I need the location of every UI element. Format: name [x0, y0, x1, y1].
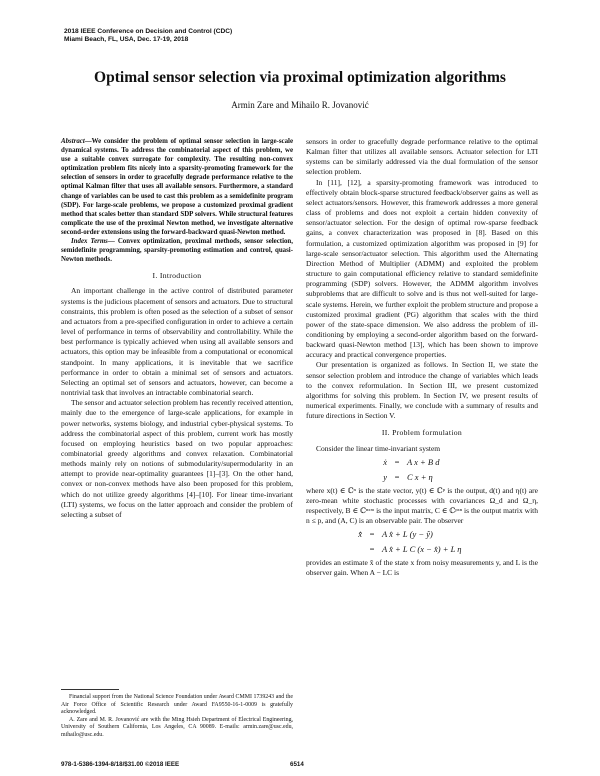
footnote-rule: [61, 689, 119, 690]
paragraph: where x(t) ∈ ℂⁿ is the state vector, y(t) ∈ ℂᵖ is the output, d(t) and η(t) are zero-mean white stochastic processes with covariances Ω_d and Ω_η, respectively, B ∈ ℂⁿˣᵐ is the input matrix, C ∈ ℂᵖˣⁿ is the output matrix with n ≤ p, and (A, C) is an observable pair. The observer: [306, 485, 538, 526]
footnote-affiliation: A. Zare and M. R. Jovanović are with the Ming Hsieh Department of Electrical Engineering, University of Southern California, Los Angeles, CA 90089. E-mails: armin.zare@usc.edu, mihailo@usc.edu.: [61, 716, 293, 738]
equation-row: y = C x + η: [383, 471, 433, 482]
equation-row: = A x̂ + L C (x − x̂) + L η: [369, 544, 462, 555]
paragraph: Our presentation is organized as follows. In Section II, we state the sensor selection problem and introduce the change of variables which leads to the convex reformulation. In Section III, we present customized algorithms for solving this problem. In Section IV, we present results of numerical experiments. Finally, we conclude with a summary of results and future directions in Section V.: [306, 360, 538, 421]
index-terms-label: Index Terms: [71, 238, 108, 246]
paragraph: An important challenge in the active control of distributed parameter systems is the judicious placement of sensors and actuators. Due to structural constraints, this problem is often posed as the selection of a subset of sensor and actuators from a pre-specified configuration in order to achieve a certain level of performance in terms of observability and controllability. While the best performance is typically achieved when using all available sensors and actuators, this option may be infeasible from a computational or economical standpoint. In many applications, it is inevitable that we sacrifice performance in order to obtain a minimal set of sensors and actuators. Selecting an optimal set of sensors and actuators, however, can become a nontrivial task that involves an intractable combinatorial search.: [61, 286, 293, 398]
conference-name: 2018 IEEE Conference on Decision and Control (CDC): [64, 28, 233, 35]
paragraph: In [11], [12], a sparsity-promoting framework was introduced to effectively obtain block-sparse structured feedback/observer gains as well as select actuators/sensors. However, this framework addresses a more general class of problems and does not exploit a certain hidden convexity of sensor/actuator selection. For the design of optimal row-sparse feedback gains, a convex characterization was proposed in [8]. Based on this formulation, a customized optimization algorithm was proposed in [9] for large-scale sensor/actuator selection. This algorithm used the Alternating Direction Method of Multiplier (ADMM) and exploited the problem structure to gain computational efficiency relative to standard semidefinite programming (SDP) solvers. However, the ADMM algorithm involves subproblems that are difficult to solve and is thus not well-suited for large-scale systems. Herein, we further exploit the problem structure and propose a customized proximal gradient (PG) algorithm that scales with the third power of the state-space dimension. We also address the problem of ill-conditioning by employing a second-order algorithm based on the forward-backward quasi-Newton method [13], which has been shown to improve accuracy and practical convergence properties.: [306, 177, 538, 360]
paper-authors: Armin Zare and Mihailo R. Jovanović: [231, 100, 369, 110]
right-column: [306, 137, 538, 579]
equation-row: x̂̇ = A x̂ + L (y − ŷ): [358, 529, 433, 540]
abstract-text: We consider the problem of optimal sensor selection in large-scale dynamical systems. To address the combinatorial aspect of this problem, we use a suitable convex surrogate for complexity. The resulting non-convex optimization problem fits nicely into a sparsity-promoting framework for the selection of sensors in order to gracefully degrade performance relative to the optimal Kalman filter that uses all available sensors. Furthermore, a standard change of variables can be used to cast this problem as a semidefinite program (SDP). For large-scale problems, we propose a customized proximal gradient method that scales better than standard SDP solvers. While structural features complicate the use of the proximal Newton method, we investigate alternative second-order extensions using the forward-backward quasi-Newton method.: [61, 138, 293, 236]
conference-location: Miami Beach, FL, USA, Dec. 17-19, 2018: [64, 36, 189, 43]
section-heading-problem-formulation: II. Problem formulation: [381, 428, 463, 438]
footnotes: [61, 694, 293, 740]
footnote-funding: Financial support from the National Science Foundation under Award CMMI 1739243 and the Air Force Office of Scientific Research under Award FA9550-16-1-0009 is gratefully acknowledged.: [61, 694, 293, 716]
paragraph: Consider the linear time-invariant system: [316, 443, 441, 453]
conference-header: [64, 28, 232, 44]
paper-title: Optimal sensor selection via proximal optimization algorithms: [94, 69, 506, 86]
abstract: Abstract—We consider the problem of optimal sensor selection in large-scale dynamical systems. To address the combinatorial aspect of this problem, we use a suitable convex surrogate for complexity. The resulting non-convex optimization problem fits nicely into a sparsity-promoting framework for the selection of sensors in order to gracefully degrade performance relative to the optimal Kalman filter that uses all available sensors. Furthermore, a standard change of variables can be used to cast this problem as a semidefinite program (SDP). For large-scale problems, we propose a customized proximal gradient method that scales better than standard SDP solvers. While structural features complicate the use of the proximal Newton method, we investigate alternative second-order extensions using the forward-backward quasi-Newton method.: [61, 138, 293, 236]
left-column: [61, 137, 293, 520]
footer-isbn: 978-1-5386-1394-8/18/$31.00 ©2018 IEEE: [61, 761, 180, 768]
page-number: 6514: [290, 761, 304, 768]
equation-row: ẋ = A x + B d: [383, 456, 440, 467]
index-terms-text: Convex optimization, proximal methods, sensor selection, semidefinite programming, sparsity-promoting estimation and control, quasi-Newton methods.: [61, 238, 293, 264]
section-heading-introduction: I. Introduction: [152, 271, 202, 281]
abstract-label: Abstract: [61, 138, 85, 145]
equation-observer: [306, 528, 538, 556]
equation-system: [306, 456, 538, 484]
paragraph-continuation: sensors in order to gracefully degrade performance relative to the optimal Kalman filter that utilizes all available sensors. Actuator selection for LTI systems can be similarly addressed via the dual formulation of the sensor selection problem.: [306, 137, 538, 177]
index-terms: Index Terms— Convex optimization, proximal methods, sensor selection, semidefinite programming, sparsity-promoting estimation and control, quasi-Newton methods.: [61, 238, 293, 264]
paragraph: The sensor and actuator selection problem has recently received attention, mainly due to the emergence of large-scale applications, for example in power networks, systems biology, and industrial cyber-physical systems. To address the combinatorial aspect of this problem, current work has mostly focused on employing heuristics based on two popular approaches: combinatorial greedy algorithms and convex relaxation. Combinatorial methods mainly rely on notions of submodularity/supermodularity in an attempt to provide near-optimality guarantees [1]–[3]. On the other hand, convex or non-convex methods have also been proposed for this problem, which do not utilize greedy algorithms [4]–[10]. For linear time-invariant (LTI) systems, we focus on the latter approach and consider the problem of selecting a subset of: [61, 398, 293, 519]
paragraph: provides an estimate x̂ of the state x from noisy measurements y, and L is the observer gain. When A − LC is: [306, 558, 538, 578]
